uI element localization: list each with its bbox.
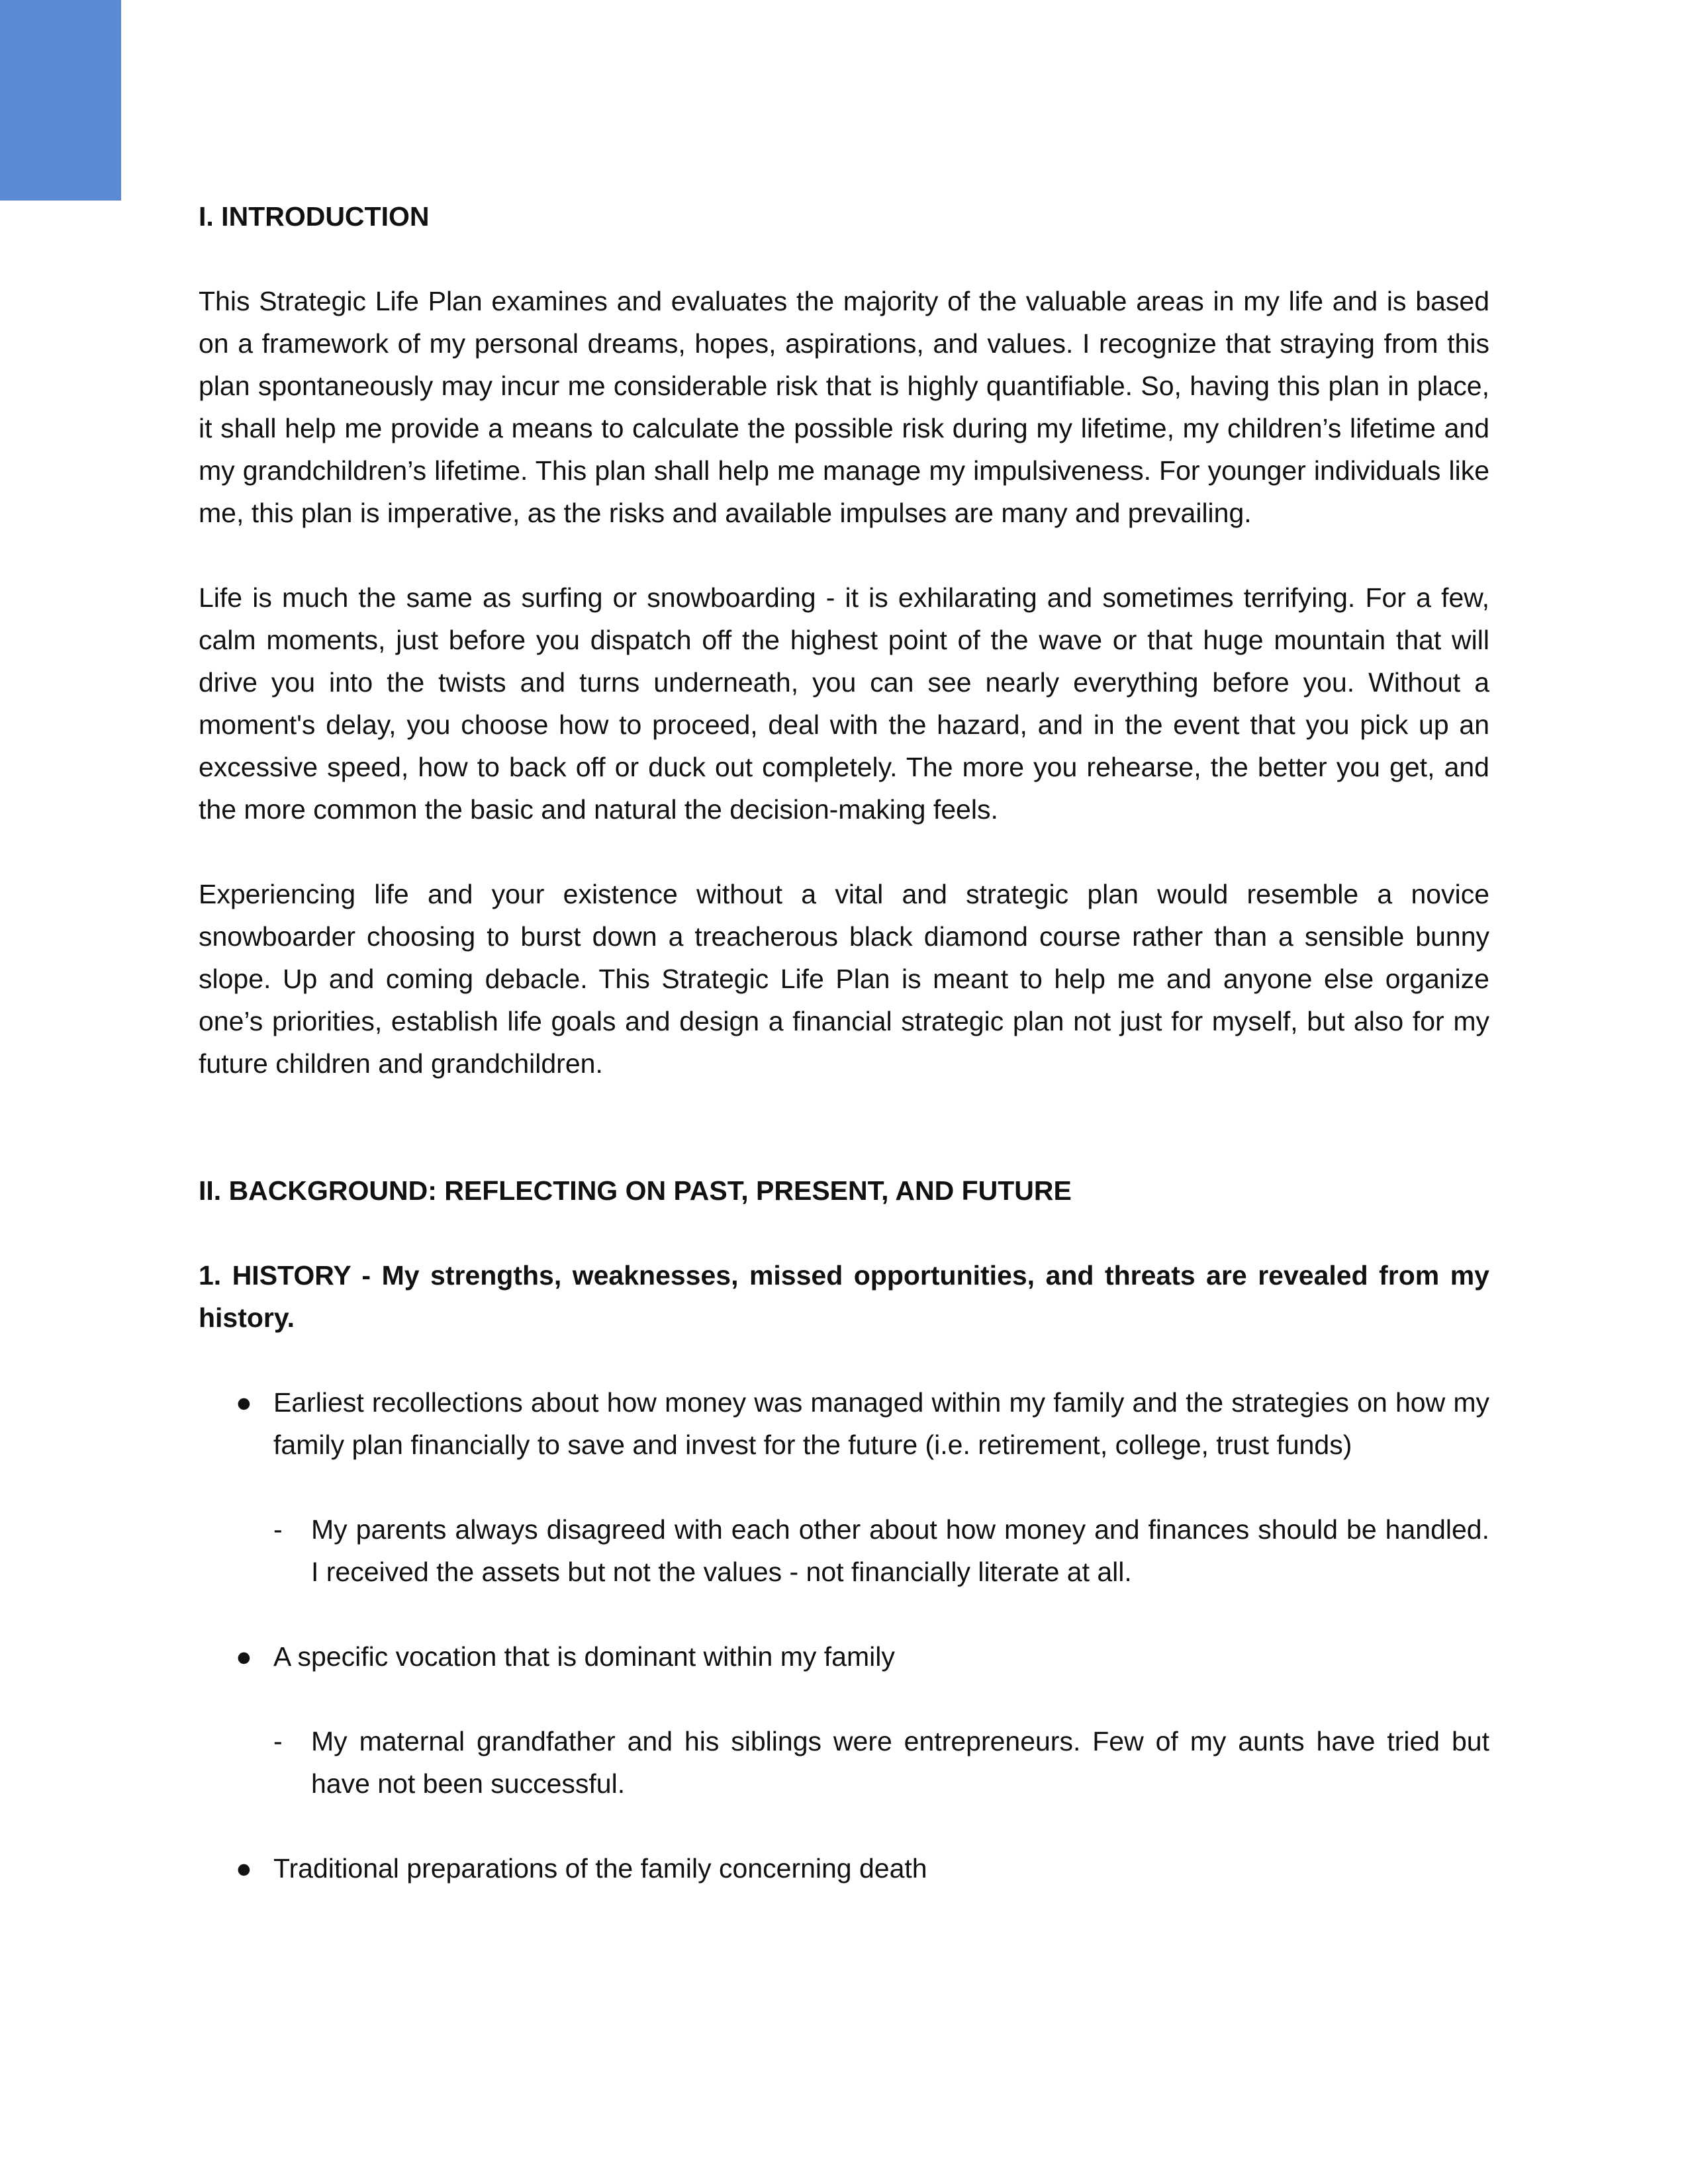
intro-paragraph-1: This Strategic Life Plan examines and evaluates the majority of the valuable areas in my life and is based on a framework of my personal dreams, hopes, aspirations, and values. I recognize that straying from this plan spontaneously may incur me considerable risk that is highly quantifiable. So, having this plan in place, it shall help me provide a means to calculate the possible risk during my lifetime, my children’s lifetime and my grandchildren’s lifetime. This plan shall help me manage my impulsiveness. For younger individuals like me, this plan is imperative, as the risks and available impulses are many and prevailing.: [199, 286, 1489, 528]
bullet-item-death-preparations: [199, 1847, 1489, 1889]
dash-icon: -: [273, 1726, 283, 1756]
intro-paragraph-3: Experiencing life and your existence without a vital and strategic plan would resemble a novice snowboarder choosing to burst down a treacherous black diamond course rather than a sensible bunny slope. Up and coming debacle. This Strategic Life Plan is meant to help me and anyone else organize one’s priorities, establish life goals and design a financial strategic plan not just for myself, but also for my future children and grandchildren.: [199, 879, 1489, 1079]
sub-item-text: My maternal grandfather and his siblings were entrepreneurs. Few of my aunts have tried but have not been successful.: [311, 1726, 1489, 1799]
sub-item-text: My parents always disagreed with each other about how money and finances should be handled. I received the assets but not the values - not financially literate at all.: [311, 1514, 1489, 1587]
sub-item-entrepreneurs: [199, 1720, 1489, 1805]
history-subheading: 1. HISTORY - My strengths, weaknesses, missed opportunities, and threats are revealed from my history.: [199, 1260, 1489, 1333]
bullet-text: Earliest recollections about how money was managed within my family and the strategies on how my family plan financially to save and invest for the future (i.e. retirement, college, trust funds): [273, 1387, 1489, 1460]
bullet-icon: ●: [236, 1641, 252, 1672]
bullet-item-money-recollections: [199, 1381, 1489, 1466]
bullet-text: Traditional preparations of the family concerning death: [273, 1853, 927, 1884]
bullet-icon: ●: [236, 1387, 252, 1418]
bullet-text: A specific vocation that is dominant within my family: [273, 1641, 895, 1672]
section-heading-introduction: I. INTRODUCTION: [199, 201, 430, 232]
sub-item-parents-disagreed: [199, 1508, 1489, 1593]
dash-icon: -: [273, 1514, 283, 1545]
document-page: [199, 195, 1489, 1889]
section-heading-background: II. BACKGROUND: REFLECTING ON PAST, PRESENT, AND FUTURE: [199, 1175, 1072, 1206]
intro-paragraph-2: Life is much the same as surfing or snowboarding - it is exhilarating and sometimes terrifying. For a few, calm moments, just before you dispatch off the highest point of the wave or that huge mountain that will drive you into the twists and turns underneath, you can see nearly everything before you. Without a moment's delay, you choose how to proceed, deal with the hazard, and in the event that you pick up an excessive speed, how to back off or duck out completely. The more you rehearse, the better you get, and the more common the basic and natural the decision-making feels.: [199, 582, 1489, 825]
bullet-item-vocation: [199, 1635, 1489, 1678]
corner-accent-tab: [0, 0, 121, 201]
bullet-icon: ●: [236, 1853, 252, 1884]
